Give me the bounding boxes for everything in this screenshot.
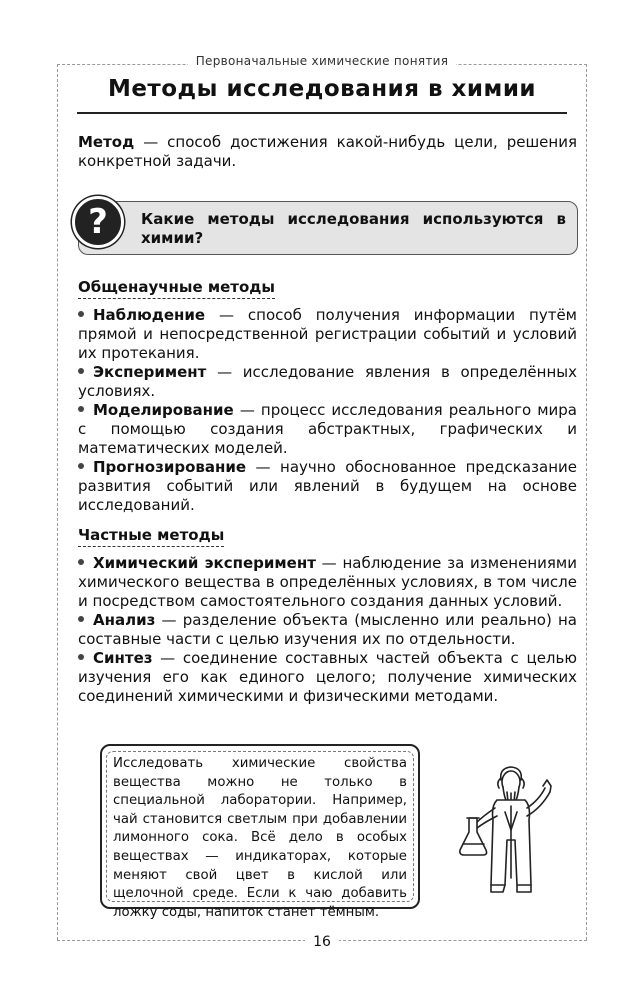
item-text: — процесс исследования реального мира с помощью создания абстрактных, графических и математических моделей. [78,401,577,457]
bullet-icon [78,654,84,660]
scientist-with-flask-illustration [455,760,565,900]
item-text: — соединение составных частей объекта с целью изучения его как единого целого; получение химических соединений химическими и физическими методами. [78,649,577,705]
list-item [78,363,577,401]
frame-right-border [586,64,587,940]
item-text: — способ получения информации путём прямой и непосредственной регистрации событий и условий их протекания. [78,306,577,362]
definition-text: — способ достижения какой-нибудь цели, решения конкретной задачи. [78,133,577,170]
list-item [78,401,577,458]
question-mark-icon: ? [72,196,124,248]
bullet-icon [78,463,84,469]
item-term: Моделирование [93,401,234,419]
definition [78,133,577,171]
running-head-text: Первоначальные химические понятия [188,54,457,68]
special-methods-heading: Частные методы [78,526,224,547]
list-item [78,611,577,649]
item-text: — научно обоснованное предсказание развития событий или явлений в будущем на основе исследований. [78,458,577,514]
bullet-icon [78,406,84,412]
page-title: Методы исследования в химии [107,76,537,102]
definition-term: Метод [78,133,135,151]
bullet-icon [78,616,84,622]
list-item [78,306,577,363]
special-methods-list [78,554,577,706]
list-item [78,554,577,611]
item-term: Наблюдение [93,306,206,324]
bullet-icon [78,368,84,374]
general-methods-heading: Общенаучные методы [78,278,275,299]
frame-left-border [57,64,58,940]
bullet-icon [78,559,84,565]
running-head [0,50,644,69]
item-text: — исследование явления в определённых условиях. [78,363,577,400]
item-term: Синтез [93,649,153,667]
title-underline [77,112,567,114]
bullet-icon [78,311,84,317]
general-methods-list [78,306,577,515]
page-number-wrap [0,931,644,950]
list-item [78,458,577,515]
item-text: — наблюдение за изменениями химического вещества в определённых условиях, в том числе и посредством самостоятельного создания данных условий. [78,554,577,610]
item-term: Прогнозирование [93,458,247,476]
question-text: Какие методы исследования используются в химии? [141,210,566,247]
page-number: 16 [305,934,339,950]
item-term: Эксперимент [93,363,207,381]
item-term: Химический эксперимент [93,554,316,572]
item-term: Анализ [93,611,156,629]
list-item [78,649,577,706]
note-text: Исследовать химические свойства вещества можно не только в специальной лаборатории. Например, чай становится светлым при добавлении лимонного сока. Всё дело в особых веществах — индикаторах, которые меняют свой цвет в кислой или щелочной среде. Если к чаю добавить ложку соды, напиток станет тёмным. [113,756,407,920]
item-text: — разделение объекта (мысленно или реально) на составные части с целью изучения их по отдельности. [78,611,577,648]
